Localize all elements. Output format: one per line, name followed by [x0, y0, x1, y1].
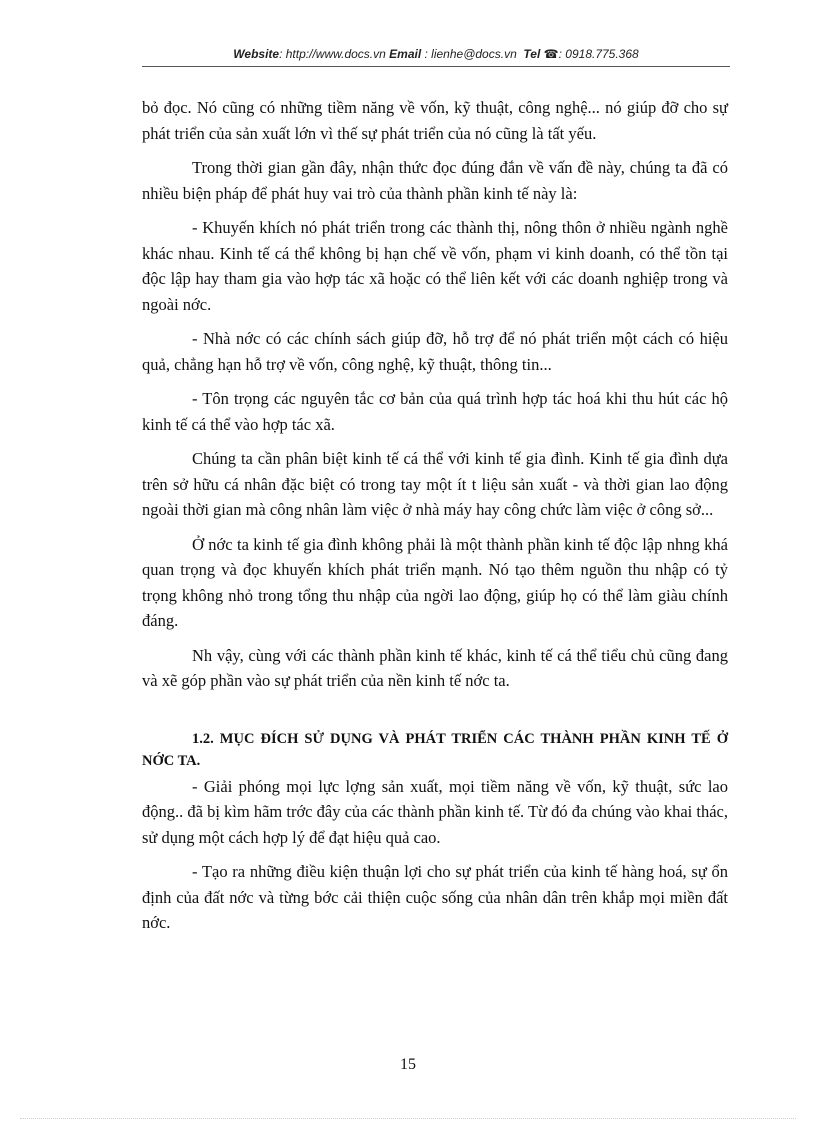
tel-number: : 0918.775.368	[558, 47, 639, 61]
email-address: : lienhe@docs.vn	[421, 47, 517, 61]
section-heading: 1.2. MỤC ĐÍCH SỬ DỤNG VÀ PHÁT TRIỂN CÁC THÀNH PHẦN KINH TẾ Ở NỚC TA.	[142, 730, 728, 769]
paragraph: - Nhà nớc có các chính sách giúp đỡ, hỗ trợ để nó phát triển một cách có hiệu quả, chẳng hạn hỗ trợ về vốn, công nghệ, kỹ thuật, thông tin...	[142, 329, 728, 374]
paragraph: - Tạo ra những điều kiện thuận lợi cho sự phát triển của kinh tế hàng hoá, sự ổn định của đất nớc và từng bớc cải thiện cuộc sống của nhân dân trên khắp mọi miền đất nớc.	[142, 862, 728, 932]
paragraph: - Tôn trọng các nguyên tắc cơ bản của quá trình hợp tác hoá khi thu hút các hộ kinh tế cá thể vào hợp tác xã.	[142, 389, 728, 434]
paragraph: Trong thời gian gần đây, nhận thức đọc đúng đắn về vấn đề này, chúng ta đã có nhiều biện pháp để phát huy vai trò của thành phần kinh tế này là:	[142, 158, 728, 203]
paragraph: - Khuyến khích nó phát triển trong các thành thị, nông thôn ở nhiều ngành nghề khác nhau. Kinh tế cá thể không bị hạn chế về vốn, phạm vi kinh doanh, có thể tồn tại độc lập hay tham gia vào hợp tác xã hoặc có thể liên kết với các doanh nghiệp trong và ngoài nớc.	[142, 218, 728, 314]
document-body	[142, 95, 728, 945]
phone-icon: ☎	[543, 47, 559, 61]
page-number: 15	[400, 1056, 416, 1073]
paragraph: Nh vậy, cùng với các thành phần kinh tế khác, kinh tế cá thể tiểu chủ cũng đang và xẽ góp phần vào sự phát triển của nền kinh tế nớc ta.	[142, 645, 728, 690]
header-rule	[142, 66, 730, 67]
page-header	[142, 47, 730, 61]
website-label: Website	[233, 47, 280, 61]
paragraph: Chúng ta cần phân biệt kinh tế cá thể với kinh tế gia đình. Kinh tế gia đình dựa trên sở hữu cá nhân đặc biệt có trong tay một ít t liệu sản xuất - và thời gian lao động ngoài thời gian mà công nhân làm việc ở nhà máy hay công chức làm việc ở công sở...	[142, 449, 728, 519]
paragraph: - Giải phóng mọi lực lợng sản xuất, mọi tiềm năng về vốn, kỹ thuật, sức lao động.. đã bị kìm hãm trớc đây của các thành phần kinh tế. Từ đó đa chúng vào khai thác, sử dụng một cách hợp lý để đạt hiệu quả cao.	[142, 776, 728, 847]
footer-dotted-line	[20, 1118, 796, 1119]
paragraph: bỏ đọc. Nó cũng có những tiềm năng về vốn, kỹ thuật, công nghệ... nó giúp đỡ cho sự phát triển của sản xuất lớn vì thế sự phát triển của nó cũng là tất yếu.	[142, 98, 728, 143]
tel-label: Tel	[523, 47, 541, 61]
paragraph: Ở nớc ta kinh tế gia đình không phải là một thành phần kinh tế độc lập nhng khá quan trọng và đọc khuyến khích phát triển mạnh. Nó tạo thêm nguồn thu nhập có tỷ trọng không nhỏ trong tổng thu nhập của ngời lao động, giúp họ có thể làm giàu chính đáng.	[142, 534, 728, 630]
email-label: Email	[389, 47, 422, 61]
website-url: : http://www.docs.vn	[279, 47, 386, 61]
